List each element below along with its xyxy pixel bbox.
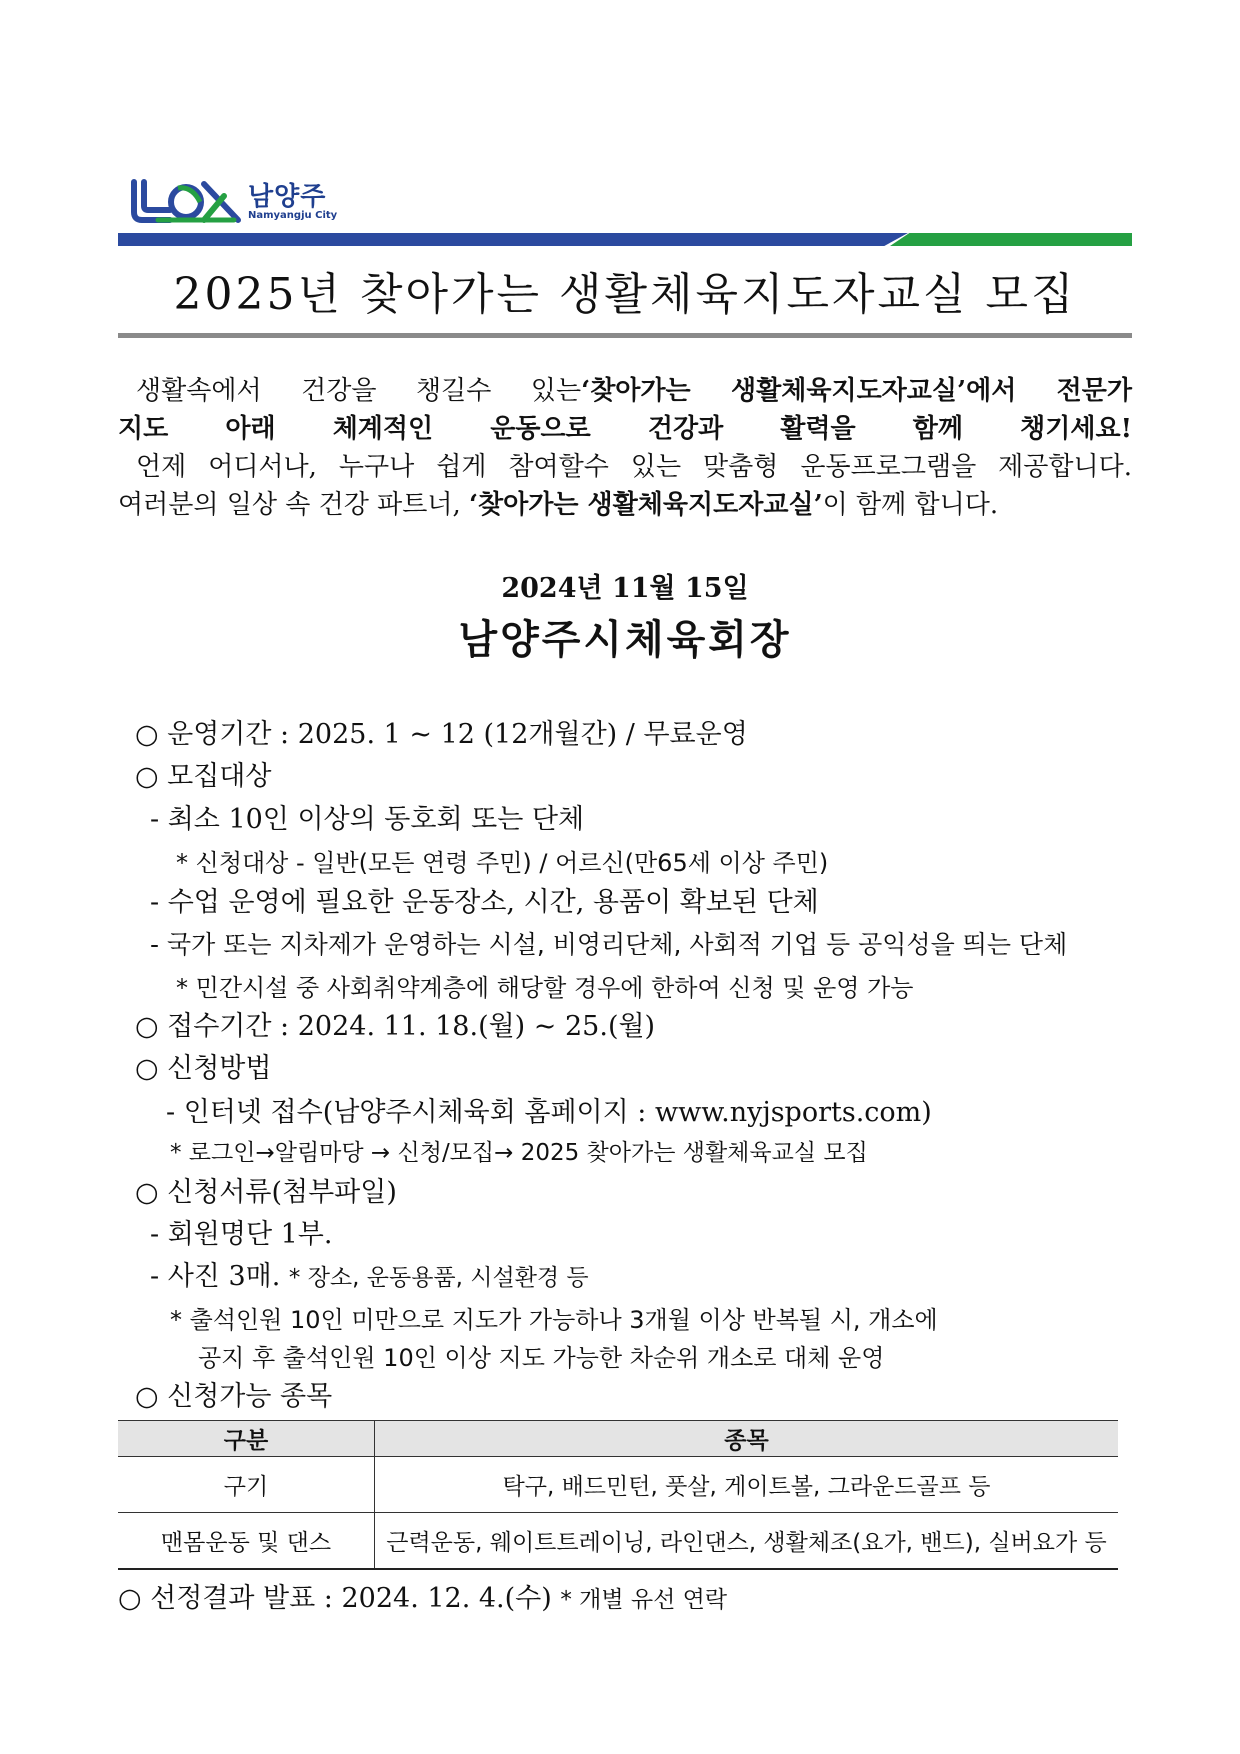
logo-name-en: Namyangju City (248, 210, 338, 221)
namyangju-logo-mark-icon (130, 178, 242, 228)
table-header-category: 구분 (118, 1421, 375, 1457)
table-row (118, 1513, 1118, 1570)
method-item-1-note: * 로그인→알림마당 → 신청/모집→ 2025 찾아가는 생활체육교실 모집 (170, 1140, 868, 1166)
sports-table (118, 1420, 1118, 1570)
table-cell-category: 맨몸운동 및 댄스 (118, 1513, 375, 1570)
documents-note-2: 공지 후 출석인원 10인 이상 지도 가능한 차순위 개소로 대체 운영 (198, 1344, 885, 1372)
documents-item-1: - 회원명단 1부. (150, 1219, 333, 1250)
table-cell-category: 구기 (118, 1457, 375, 1513)
table-header-row (118, 1421, 1118, 1457)
selection-result-note: * 개별 유선 연락 (560, 1587, 728, 1613)
target-item-3: - 국가 또는 지차제가 운영하는 시설, 비영리단체, 사회적 기업 등 공익성을 띄는 단체 (150, 930, 1068, 959)
table-row (118, 1457, 1118, 1513)
documents-item-2-note: * 장소, 운동용품, 시설환경 등 (288, 1265, 589, 1291)
intro-p1-pre: 생활속에서 건강을 챙길수 있는 (136, 376, 582, 406)
table-cell-sports: 탁구, 배드민턴, 풋살, 게이트볼, 그라운드골프 등 (375, 1457, 1119, 1513)
table-cell-sports: 근력운동, 웨이트트레이닝, 라인댄스, 생활체조(요가, 밴드), 실버요가 등 (375, 1513, 1119, 1570)
page-title: 2025년 찾아가는 생활체육지도자교실 모집 (173, 269, 1077, 320)
intro-p2: 언제 어디서나, 누구나 쉽게 참여할수 있는 맞춤형 운동프로그램을 제공합니다. (136, 452, 1132, 482)
announcement-date: 2024년 11월 15일 (501, 573, 749, 604)
operation-period: ○ 운영기간 : 2025. 1 ~ 12 (12개월간) / 무료운영 (135, 719, 748, 750)
intro-paragraph (118, 372, 1132, 524)
intro-p3-pre: 여러분의 일상 속 건강 파트너, (118, 490, 469, 520)
target-heading: ○ 모집대상 (135, 761, 272, 792)
header-bar-blue (118, 233, 908, 246)
target-item-2: - 수업 운영에 필요한 운동장소, 시간, 용품이 확보된 단체 (150, 887, 819, 918)
organization-name: 남양주시체육회장 (458, 616, 792, 663)
documents-item-2 (150, 1254, 589, 1293)
logo-name-ko: 남양주 (248, 182, 327, 212)
method-heading: ○ 신청방법 (135, 1053, 272, 1084)
namyangju-logo (130, 176, 380, 238)
target-item-1-note: * 신청대상 - 일반(모든 연령 주민) / 어르신(만65세 이상 주민) (176, 849, 829, 877)
sports-heading: ○ 신청가능 종목 (135, 1381, 333, 1412)
method-item-1: - 인터넷 접수(남양주시체육회 홈페이지 : www.nyjsports.com) (166, 1097, 932, 1128)
documents-note-1: * 출석인원 10인 미만으로 지도가 가능하나 3개월 이상 반복될 시, 개소에 (170, 1306, 938, 1334)
documents-heading: ○ 신청서류(첨부파일) (135, 1177, 397, 1208)
intro-p1-bold: ‘찾아가는 생활체육지도자교실’에서 전문가 (581, 376, 1132, 406)
title-divider (118, 333, 1132, 338)
selection-result-text: ○ 선정결과 발표 : 2024. 12. 4.(수) (118, 1583, 561, 1614)
reception-period: ○ 접수기간 : 2024. 11. 18.(월) ~ 25.(월) (135, 1011, 656, 1042)
intro-p3-bold: ‘찾아가는 생활체육지도자교실’ (468, 490, 823, 520)
intro-p1b-bold: 지도 아래 체계적인 운동으로 건강과 활력을 함께 챙기세요! (118, 414, 1132, 444)
target-item-3-note: * 민간시설 중 사회취약계층에 해당할 경우에 한하여 신청 및 운영 가능 (176, 974, 914, 1002)
selection-result (118, 1576, 727, 1615)
intro-p3-post: 이 함께 합니다. (822, 490, 999, 520)
header-bar-green (890, 233, 1132, 246)
table-header-sports: 종목 (375, 1421, 1119, 1457)
documents-item-2-text: - 사진 3매. (150, 1261, 289, 1292)
target-item-1: - 최소 10인 이상의 동호회 또는 단체 (150, 804, 585, 835)
